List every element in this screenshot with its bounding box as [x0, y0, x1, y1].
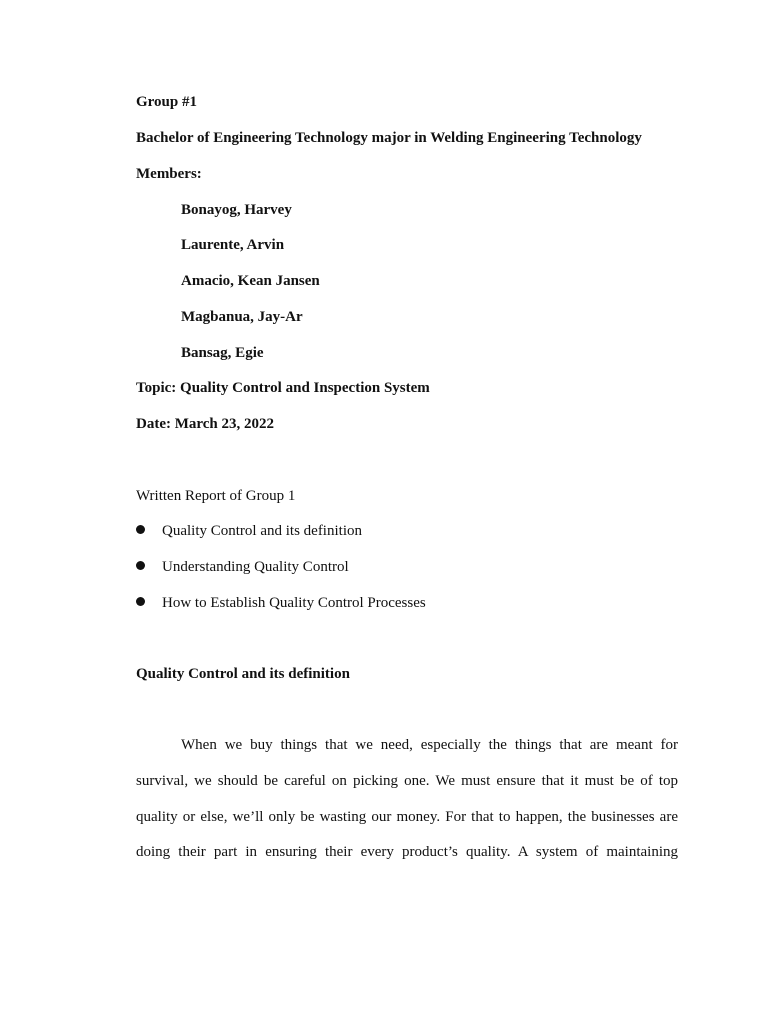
bullet-icon — [136, 525, 145, 534]
section-heading: Quality Control and its definition — [136, 666, 350, 682]
member-name: Amacio, Kean Jansen — [181, 273, 320, 289]
bullet-icon — [136, 597, 145, 606]
bullet-item: How to Establish Quality Control Processes — [162, 595, 426, 611]
member-name: Bonayog, Harvey — [181, 202, 292, 218]
paragraph-line: doing their part in ensuring their every product’s quality. A system of maintaining — [136, 844, 678, 860]
member-name: Laurente, Arvin — [181, 237, 285, 253]
member-name: Bansag, Egie — [181, 345, 264, 361]
date-line: Date: March 23, 2022 — [136, 416, 275, 432]
bullet-item: Quality Control and its definition — [162, 523, 362, 539]
bullet-item: Understanding Quality Control — [162, 559, 349, 575]
member-name: Magbanua, Jay-Ar — [181, 309, 303, 325]
group-label: Group #1 — [136, 94, 197, 110]
report-intro: Written Report of Group 1 — [136, 488, 296, 504]
program-title: Bachelor of Engineering Technology major in Welding Engineering Technology — [136, 130, 642, 146]
paragraph-line: quality or else, we’ll only be wasting our money. For that to happen, the businesses are — [136, 809, 678, 825]
bullet-icon — [136, 561, 145, 570]
paragraph-line: survival, we should be careful on picking one. We must ensure that it must be of top — [136, 773, 678, 789]
members-label: Members: — [136, 166, 202, 182]
topic-line: Topic: Quality Control and Inspection System — [136, 380, 430, 396]
paragraph-line: When we buy things that we need, especially the things that are meant for — [181, 737, 678, 753]
